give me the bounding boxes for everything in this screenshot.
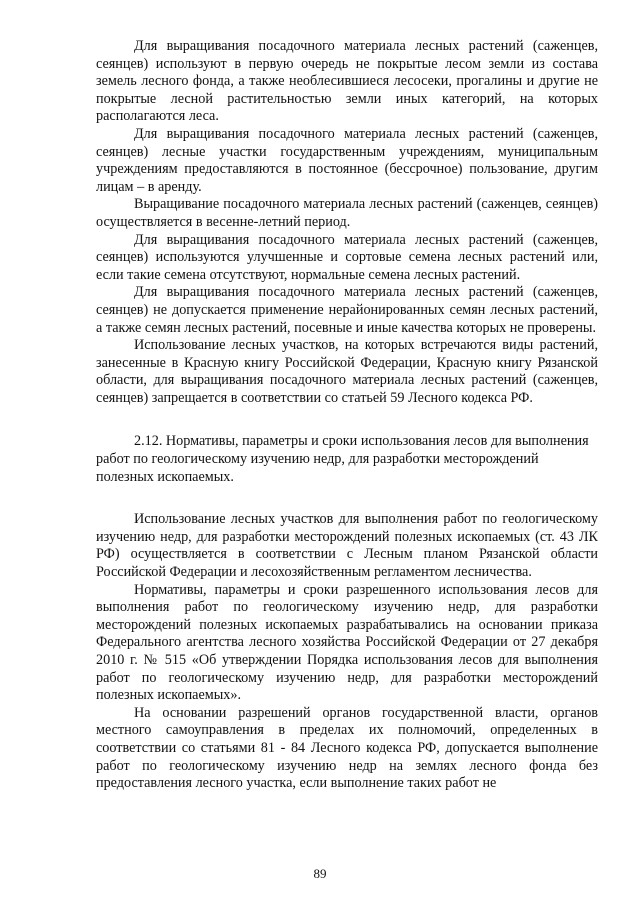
paragraph-norms-basis: Нормативы, параметры и сроки разрешенного использования лесов для выполнения работ по геологическому изучению недр, для разработки месторождений полезных ископаемых разрабатывались на основании приказа Федерального агентства лесного хозяйства Российской Федерации от 27 декабря 2010 г. № 515 «Об утверждении Порядка использования лесов для выполнения работ по геологическому изучению недр, для разработки месторождений полезных ископаемых». bbox=[96, 581, 598, 704]
paragraph-red-book-prohibition: Использование лесных участков, на которых встречаются виды растений, занесенные в Красную книгу Российской Федерации, Красную книгу Рязанской области, для выращивания посадочного материала лесных растений (саженцев, сеянцев) запрещается в соответствии со статьей 59 Лесного кодекса РФ. bbox=[96, 337, 598, 406]
paragraph-growing-period: Выращивание посадочного материала лесных растений (саженцев, сеянцев) осуществляется в весенне-летний период. bbox=[96, 196, 598, 230]
paragraph-seedling-land-use: Для выращивания посадочного материала лесных растений (саженцев, сеянцев) используют в первую очередь не покрытые лесом земли из состава земель лесного фонда, а также необлесившиеся лесосеки, прогалины и другие не покрытые лесной растительностью земли иных категорий, на которых располагаются леса. bbox=[96, 38, 598, 125]
paragraph-seed-restrictions: Для выращивания посадочного материала лесных растений (саженцев, сеянцев) не допускается применение нерайонированных семян лесных растений, а также семян лесных растений, посевные и иные качества которых не проверены. bbox=[96, 284, 598, 336]
paragraph-land-provision: Для выращивания посадочного материала лесных растений (саженцев, сеянцев) лесные участки государственным учреждениям, муниципальным учреждениям предоставляются в постоянное (бессрочное) пользование, другим лицам – в аренду. bbox=[96, 125, 598, 195]
document-page bbox=[96, 38, 598, 793]
paragraph-permissions: На основании разрешений органов государственной власти, органов местного самоуправления в пределах их полномочий, определенных в соответствии со статьями 81 - 84 Лесного кодекса РФ, допускается выполнение работ по геологическому изучению недр на землях лесного фонда без предоставления лесного участка, если выполнение таких работ не bbox=[96, 704, 598, 792]
paragraph-seed-types: Для выращивания посадочного материала лесных растений (саженцев, сеянцев) используются улучшенные и сортовые семена лесных растений или, если такие семена отсутствуют, нормальные семена лесных растений. bbox=[96, 231, 598, 283]
page-number: 89 bbox=[313, 866, 327, 881]
section-heading: 2.12. Нормативы, параметры и сроки использования лесов для выполнения работ по геологическому изучению недр, для разработки месторождений полезных ископаемых. bbox=[96, 433, 589, 485]
paragraph-geological-use: Использование лесных участков для выполнения работ по геологическому изучению недр, для разработки месторождений полезных ископаемых (ст. 43 ЛК РФ) осуществляется в соответствии с Лесным планом Рязанской области Российской Федерации и лесохозяйственным регламентом лесничества. bbox=[96, 511, 598, 581]
